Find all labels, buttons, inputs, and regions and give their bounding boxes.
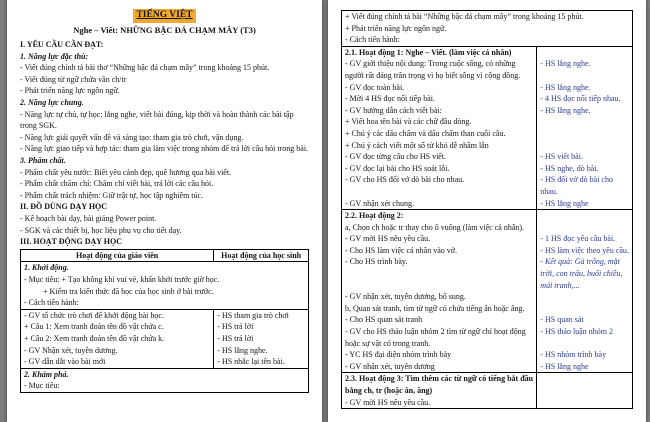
table-row [21,250,308,262]
teacher-activity-cell: Hoạt động của giáo viên [76,250,159,260]
student-activity-cell: - HS lắng nghe. [536,82,632,94]
teacher-activity-cell: - Cho HS trình bày. [345,257,408,267]
student-activity-cell: - HS quan sát [536,314,632,326]
paragraph: - Năng lực tự chủ, tự học: lắng nghe, viết bài đúng, kịp thời và hoàn thành các bài tập trong SGK. [20,109,294,131]
student-activity-cell: - HS lắng nghe. [536,58,632,81]
teacher-activity-cell: - GV nhận xét, tuyên dương [345,361,435,371]
table-row [342,361,632,373]
merged-cell: - Mục tiêu: [24,381,60,391]
teacher-activity-cell: - GV cho HS đổi vở dò bài cho nhau. [345,175,465,185]
table-row [342,256,632,291]
paragraph: - Viết đúng chính tả bài thơ “Những bậc đá chạm mây” trong khoảng 15 phút. [20,63,270,73]
merged-cell: + Phát triển năng lực ngôn ngữ. [345,23,447,33]
teacher-activity-cell: + Câu 1: Xem tranh đoán tên đồ vật chứa c. [24,322,164,332]
merged-cell: + Kiểm tra kiến thức đã học của học sinh ở bài trước. [43,286,214,296]
intro-paragraphs [20,39,309,248]
teacher-activity-cell: + Chú ý các dấu chấm và dấu chấm than cuối câu. [345,128,506,138]
teacher-activity-cell: 2.2. Hoạt động 2: [345,211,404,221]
table-row [342,105,632,117]
paragraph: - Phẩm chất chăm chỉ: Chăm chỉ viết bài, trả lời các câu hỏi. [20,179,214,189]
table-row [21,286,308,298]
merged-cell: - Cách tiến hành: [24,298,79,308]
table-row [342,58,632,81]
teacher-activity-cell: + Chú ý cách viết một số từ khó dễ nhầm lẫn [345,140,489,150]
teacher-activity-cell: + Câu 2: Xem tranh đoán tên đồ vật chứa k. [24,333,165,343]
student-activity-cell: - HS nhắc lại tên bài. [213,356,308,368]
table-row [342,23,632,35]
merged-cell: + Viết đúng chính tả bài “Những bậc đá chạm mây” trong khoảng 15 phút. [345,12,584,21]
table-row [342,46,632,59]
table-row [21,345,308,357]
student-activity-cell [536,373,632,396]
teacher-activity-cell: - GV mời HS nêu yêu cầu. [345,234,431,244]
teacher-activity-cell: b, Quan sát tranh, tìm từ ngữ có chứa tiếng ân hoặc âng. [345,303,525,313]
merged-cell: - Mục tiêu: + Tạo không khí vui vẻ, khấn khởi trước giờ học. [24,274,220,284]
table-row [21,297,308,309]
table-row [342,303,632,315]
teacher-activity-cell: + Viết hoa tên bài và các chữ đầu dòng. [345,117,472,127]
teacher-activity-cell: - GV cho HS thảo luận nhóm 2 tìm từ ngữ chỉ hoạt động hoặc sự vật có trong tranh. [345,327,526,348]
table-row [342,163,632,175]
table-row [342,291,632,303]
student-activity-cell [536,210,632,222]
student-activity-cell [536,128,632,140]
student-activity-cell: - HS viết bài. [536,151,632,163]
paragraph: - Năng lực giao tiếp và hợp tác: tham gia làm việc trong nhóm để trả lời câu hỏi trong bài. [20,144,309,154]
teacher-activity-cell: - Cho HS làm việc cá nhân vào vở. [345,245,457,255]
table-row [342,222,632,234]
lesson-title: TIẾNG VIỆT [133,9,195,23]
table-row [342,198,632,210]
table-row [342,11,632,23]
student-activity-cell: - HS lắng nghe [536,361,632,373]
paragraph: - SGK và các thiết bị, học liệu phụ vụ cho tiết dạy. [20,225,182,235]
paragraph: I. YÊU CẦU CẦN ĐẠT: [20,40,104,50]
merged-cell: 1. Khởi động. [24,263,69,273]
table-row [342,209,632,222]
table-row [342,82,632,94]
student-activity-cell: - 4 HS đọc nối tiếp nhau. [536,93,632,105]
student-activity-cell [536,47,632,59]
student-activity-cell: - HS trả lời [213,333,308,345]
teacher-activity-cell: - GV mời HS nêu yêu cầu. [345,397,431,407]
teacher-activity-cell: - Mời 4 HS đọc nối tiếp bài. [345,94,435,104]
student-activity-cell [536,116,632,128]
teacher-activity-cell: - YC HS đại diện nhóm trình bày [345,350,452,360]
student-activity-cell: - HS trả lời [213,321,308,333]
table-row [342,372,632,396]
paragraph: 1. Năng lực đặc thù: [20,51,89,61]
table-row [21,356,308,368]
teacher-activity-cell: - Cho HS quan sát tranh [345,315,423,325]
page-left [7,0,322,422]
table-row [342,314,632,326]
table-row [342,349,632,361]
student-activity-cell: - HS làm việc theo yêu cầu. [536,245,632,257]
student-activity-cell: - HS thảo luận nhóm 2 [536,326,632,349]
table-row [21,368,308,381]
paragraph: - Năng lực giải quyết vấn đề và sáng tạo: tham gia trò chơi, vận dụng. [20,132,244,142]
teacher-activity-cell: - GV nhận xét, tuyên dương, bổ sung. [345,292,466,302]
merged-cell: - Cách tiến hành: [345,35,400,45]
table-row [342,116,632,128]
paragraph: 3. Phẩm chất. [20,156,66,166]
teacher-activity-cell: - GV giới thiệu nội dung: Trong cuộc sống, có những người rất đáng trân trọng vì họ biết sống vì cộng đồng. [345,59,521,80]
paragraph: III. HOẠT ĐỘNG DẠY HỌC [20,237,123,247]
teacher-activity-cell: - GV đọc lại bài cho HS soát lỗi. [345,163,450,173]
lesson-subtitle: Nghe – Viết: NHỮNG BẬC ĐÁ CHẠM MÂY (T3) [73,24,256,35]
student-activity-cell [536,140,632,152]
teacher-activity-cell: 2.3. Hoạt động 3: Tìm thêm các từ ngữ có tiếng bắt đầu bằng ch, tr (hoặc ân, âng) [345,374,534,395]
teacher-activity-cell: - GV đọc toàn bài. [345,82,405,92]
table-row [342,151,632,163]
teacher-activity-cell: - GV hướng dẫn cách viết bài: [345,105,442,115]
table-row [21,380,308,392]
teacher-activity-cell: - GV đọc từng câu cho HS viết. [345,152,447,162]
teacher-activity-cell: - GV dẫn dắt vào bài mới [24,357,106,367]
student-activity-cell: - HS nghe, dò bài. [536,163,632,175]
student-activity-cell: - 1 HS đọc yêu cầu bài. [536,233,632,245]
student-activity-cell [536,397,632,409]
table-row [21,274,308,286]
student-activity-cell [536,303,632,315]
table-row [342,93,632,105]
paragraph: - Viết đúng từ ngữ chứa vần ch/tr [20,74,127,84]
student-activity-cell: Hoạt động của học sinh [213,250,308,262]
student-activity-cell: - Kết quả: Gà trống, mặt trời, con trâu, buổi chiều, mái tranh,... [536,256,632,291]
student-activity-cell: - HS tham gia trò chơi [213,310,308,322]
activities-table-page1 [20,249,309,393]
teacher-activity-cell: - GV Nhận xét, tuyên dương. [24,345,118,355]
table-row [21,261,308,274]
page-right [328,0,646,422]
teacher-activity-cell: 2.1. Hoạt động 1: Nghe – Viết. (làm việc cá nhân) [345,47,512,57]
table-row [342,174,632,197]
table-row [342,233,632,245]
student-activity-cell: - HS nhóm trình bày [536,349,632,361]
student-activity-cell: - HS lắng nghe [536,198,632,210]
merged-cell: 2. Khám phá. [24,369,69,379]
title-block [20,9,309,36]
paragraph: - Kế hoạch bài dạy, bài giảng Power point. [20,213,157,223]
student-activity-cell: - HS lắng nghe. [536,105,632,117]
table-row [342,140,632,152]
table-row [342,397,632,409]
table-row [342,34,632,46]
paragraph: - Phẩm chất yêu nước: Biết yêu cảnh đẹp, quê hương qua bài viết. [20,167,232,177]
paragraph: II. ĐỒ DÙNG DẠY HỌC [20,202,108,212]
table-row [21,321,308,333]
student-activity-cell: - HS lắng nghe. [213,345,308,357]
table-row [342,245,632,257]
student-activity-cell: - HS đổi vở dò bài cho nhau. [536,174,632,197]
activities-table-page2 [341,10,633,409]
teacher-activity-cell: - GV nhận xét chung. [345,198,414,208]
table-row [21,309,308,322]
paragraph: - Phẩm chất trách nhiệm: Giữ trật tự, học tập nghiêm túc. [20,190,204,200]
teacher-activity-cell: a, Chọn ch hoặc tr thay cho ô vuông (làm việc cá nhân). [345,222,525,232]
table-row [342,128,632,140]
student-activity-cell [536,222,632,234]
paragraph: - Phát triển năng lực ngôn ngữ. [20,86,120,96]
table-row [21,333,308,345]
student-activity-cell [536,291,632,303]
teacher-activity-cell: - GV tổ chức trò chơi để khởi động bài học. [24,310,164,320]
table-row [342,326,632,349]
paragraph: 2. Năng lực chung. [20,98,84,108]
